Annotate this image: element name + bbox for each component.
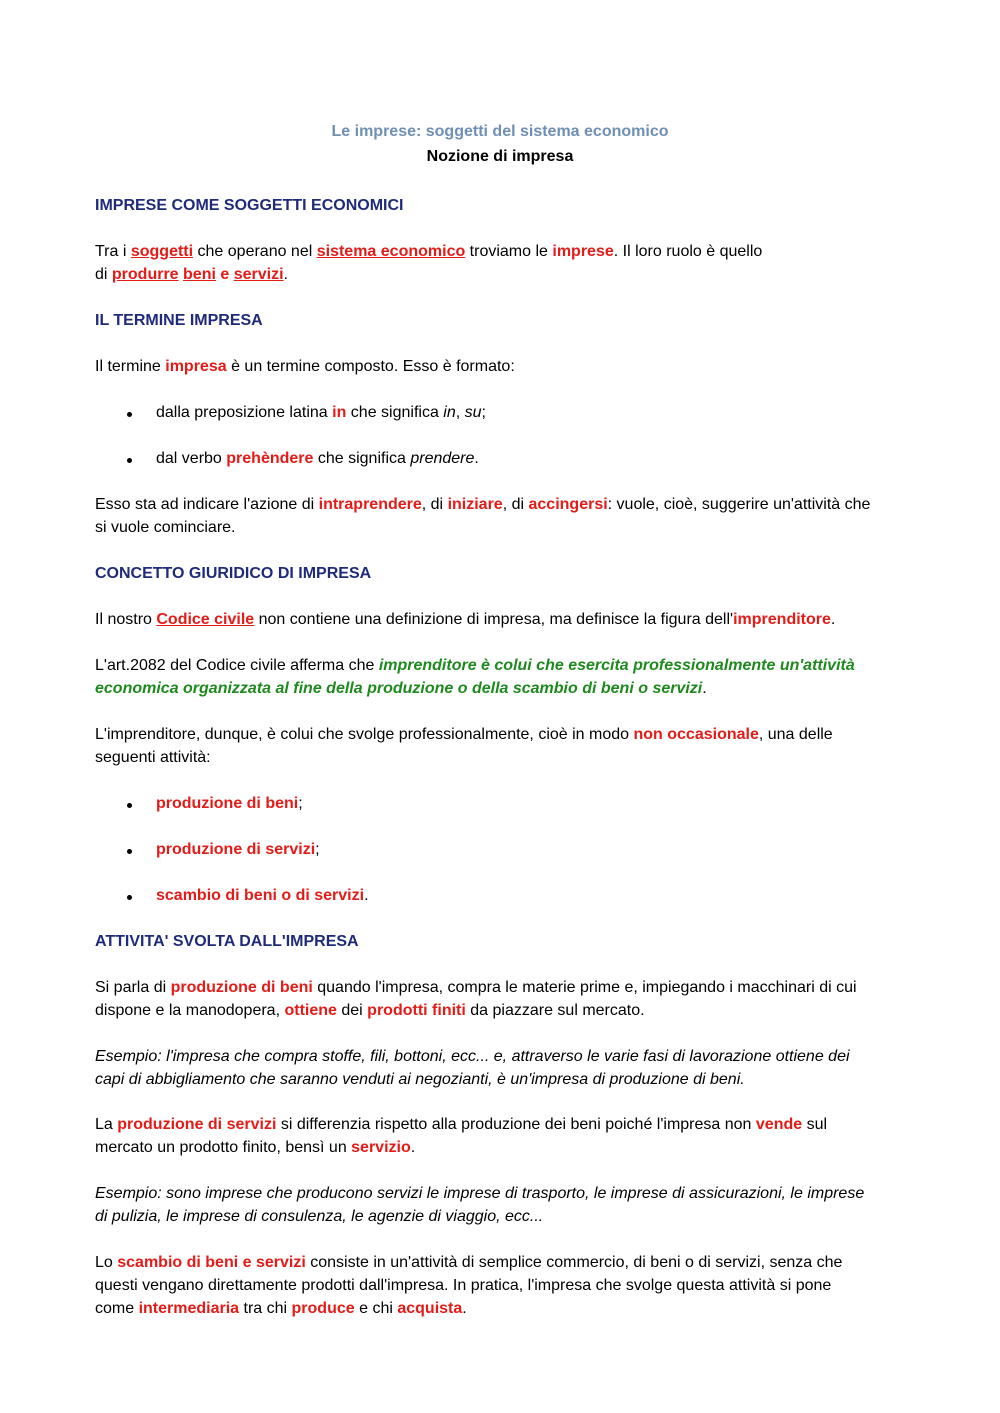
keyword-link[interactable]: produrre (111, 266, 179, 283)
section-heading-termine: IL TERMINE IMPRESA (95, 312, 263, 329)
paragraph-codice-civile: Il nostro Codice civile non contiene una definizione di impresa, ma definisce la figura dell'imprenditore. (95, 611, 836, 628)
paragraph-produzione-beni: Si parla di produzione di beni quando l'impresa, compra le materie prime e, impiegando i macchinari di cui dispone e la manodopera, ottiene dei prodotti finiti da piazzare sul mercato. (95, 979, 857, 1019)
document-subtitle: Nozione di impresa (426, 148, 574, 165)
list-item-preposizione: dalla preposizione latina in che significa in, su; (156, 404, 486, 421)
list-item-verbo: dal verbo prehèndere che significa prendere. (156, 450, 479, 467)
section-heading-concetto-giuridico: CONCETTO GIURIDICO DI IMPRESA (95, 565, 372, 582)
keyword-link[interactable]: beni (183, 266, 216, 283)
paragraph-azione: Esso sta ad indicare l'azione di intraprendere, di iniziare, di accingersi: vuole, cioè, suggerire un'attività che si vuole cominciare. (95, 496, 871, 536)
paragraph-scambio: Lo scambio di beni e servizi consiste in un'attività di semplice commercio, di beni o di servizi, senza che questi vengano direttamente prodotti dall'impresa. In pratica, l'impresa che svolge questa attività si pone come intermediaria tra chi produce e chi acquista. (95, 1254, 843, 1317)
section-heading-attivita: ATTIVITA' SVOLTA DALL'IMPRESA (95, 933, 359, 950)
example-produzione-beni: Esempio: l'impresa che compra stoffe, fili, bottoni, ecc... e, attraverso le varie fasi di lavorazione ottiene dei capi di abbigliamento che saranno venduti ai negozianti, è un'impresa di produzione di beni. (95, 1048, 850, 1088)
paragraph-imprenditore: L'imprenditore, dunque, è colui che svolge professionalmente, cioè in modo non occasionale, una delle seguenti attività: (95, 726, 833, 766)
bullet-dot (127, 803, 135, 811)
keyword-link[interactable]: sistema economico (316, 243, 466, 260)
paragraph-produzione-servizi: La produzione di servizi si differenzia rispetto alla produzione dei beni poiché l'impresa non vende sul mercato un prodotto finito, bensì un servizio. (95, 1116, 828, 1156)
list-item-produzione-beni: produzione di beni; (156, 795, 303, 812)
bullet-dot (127, 849, 135, 857)
list-item-produzione-servizi: produzione di servizi; (156, 841, 320, 858)
list-item-scambio: scambio di beni o di servizi. (156, 887, 369, 904)
document-title: Le imprese: soggetti del sistema economico (331, 123, 669, 140)
bullet-dot (127, 895, 135, 903)
bullet-dot (127, 458, 135, 466)
keyword-link[interactable]: Codice civile (156, 611, 255, 628)
example-produzione-servizi: Esempio: sono imprese che producono servizi le imprese di trasporto, le imprese di assicurazioni, le imprese di pulizia, le imprese di consulenza, le agenzie di viaggio, ecc... (95, 1185, 865, 1225)
paragraph-termine-composto: Il termine impresa è un termine composto. Esso è formato: (95, 358, 515, 375)
keyword-link[interactable]: soggetti (130, 243, 194, 260)
section-heading-imprese: IMPRESE COME SOGGETTI ECONOMICI (95, 197, 404, 214)
paragraph-art-2082: L'art.2082 del Codice civile afferma che imprenditore è colui che esercita professionalmente un'attività economica organizzata al fine della produzione o della scambio di beni o servizi. (95, 657, 855, 697)
bullet-dot (127, 412, 135, 420)
keyword-link[interactable]: servizi (233, 266, 284, 283)
paragraph-ruolo-imprese: Tra i soggetti che operano nel sistema economico troviamo le imprese. Il loro ruolo è quello di produrre beni e servizi. (95, 243, 763, 283)
